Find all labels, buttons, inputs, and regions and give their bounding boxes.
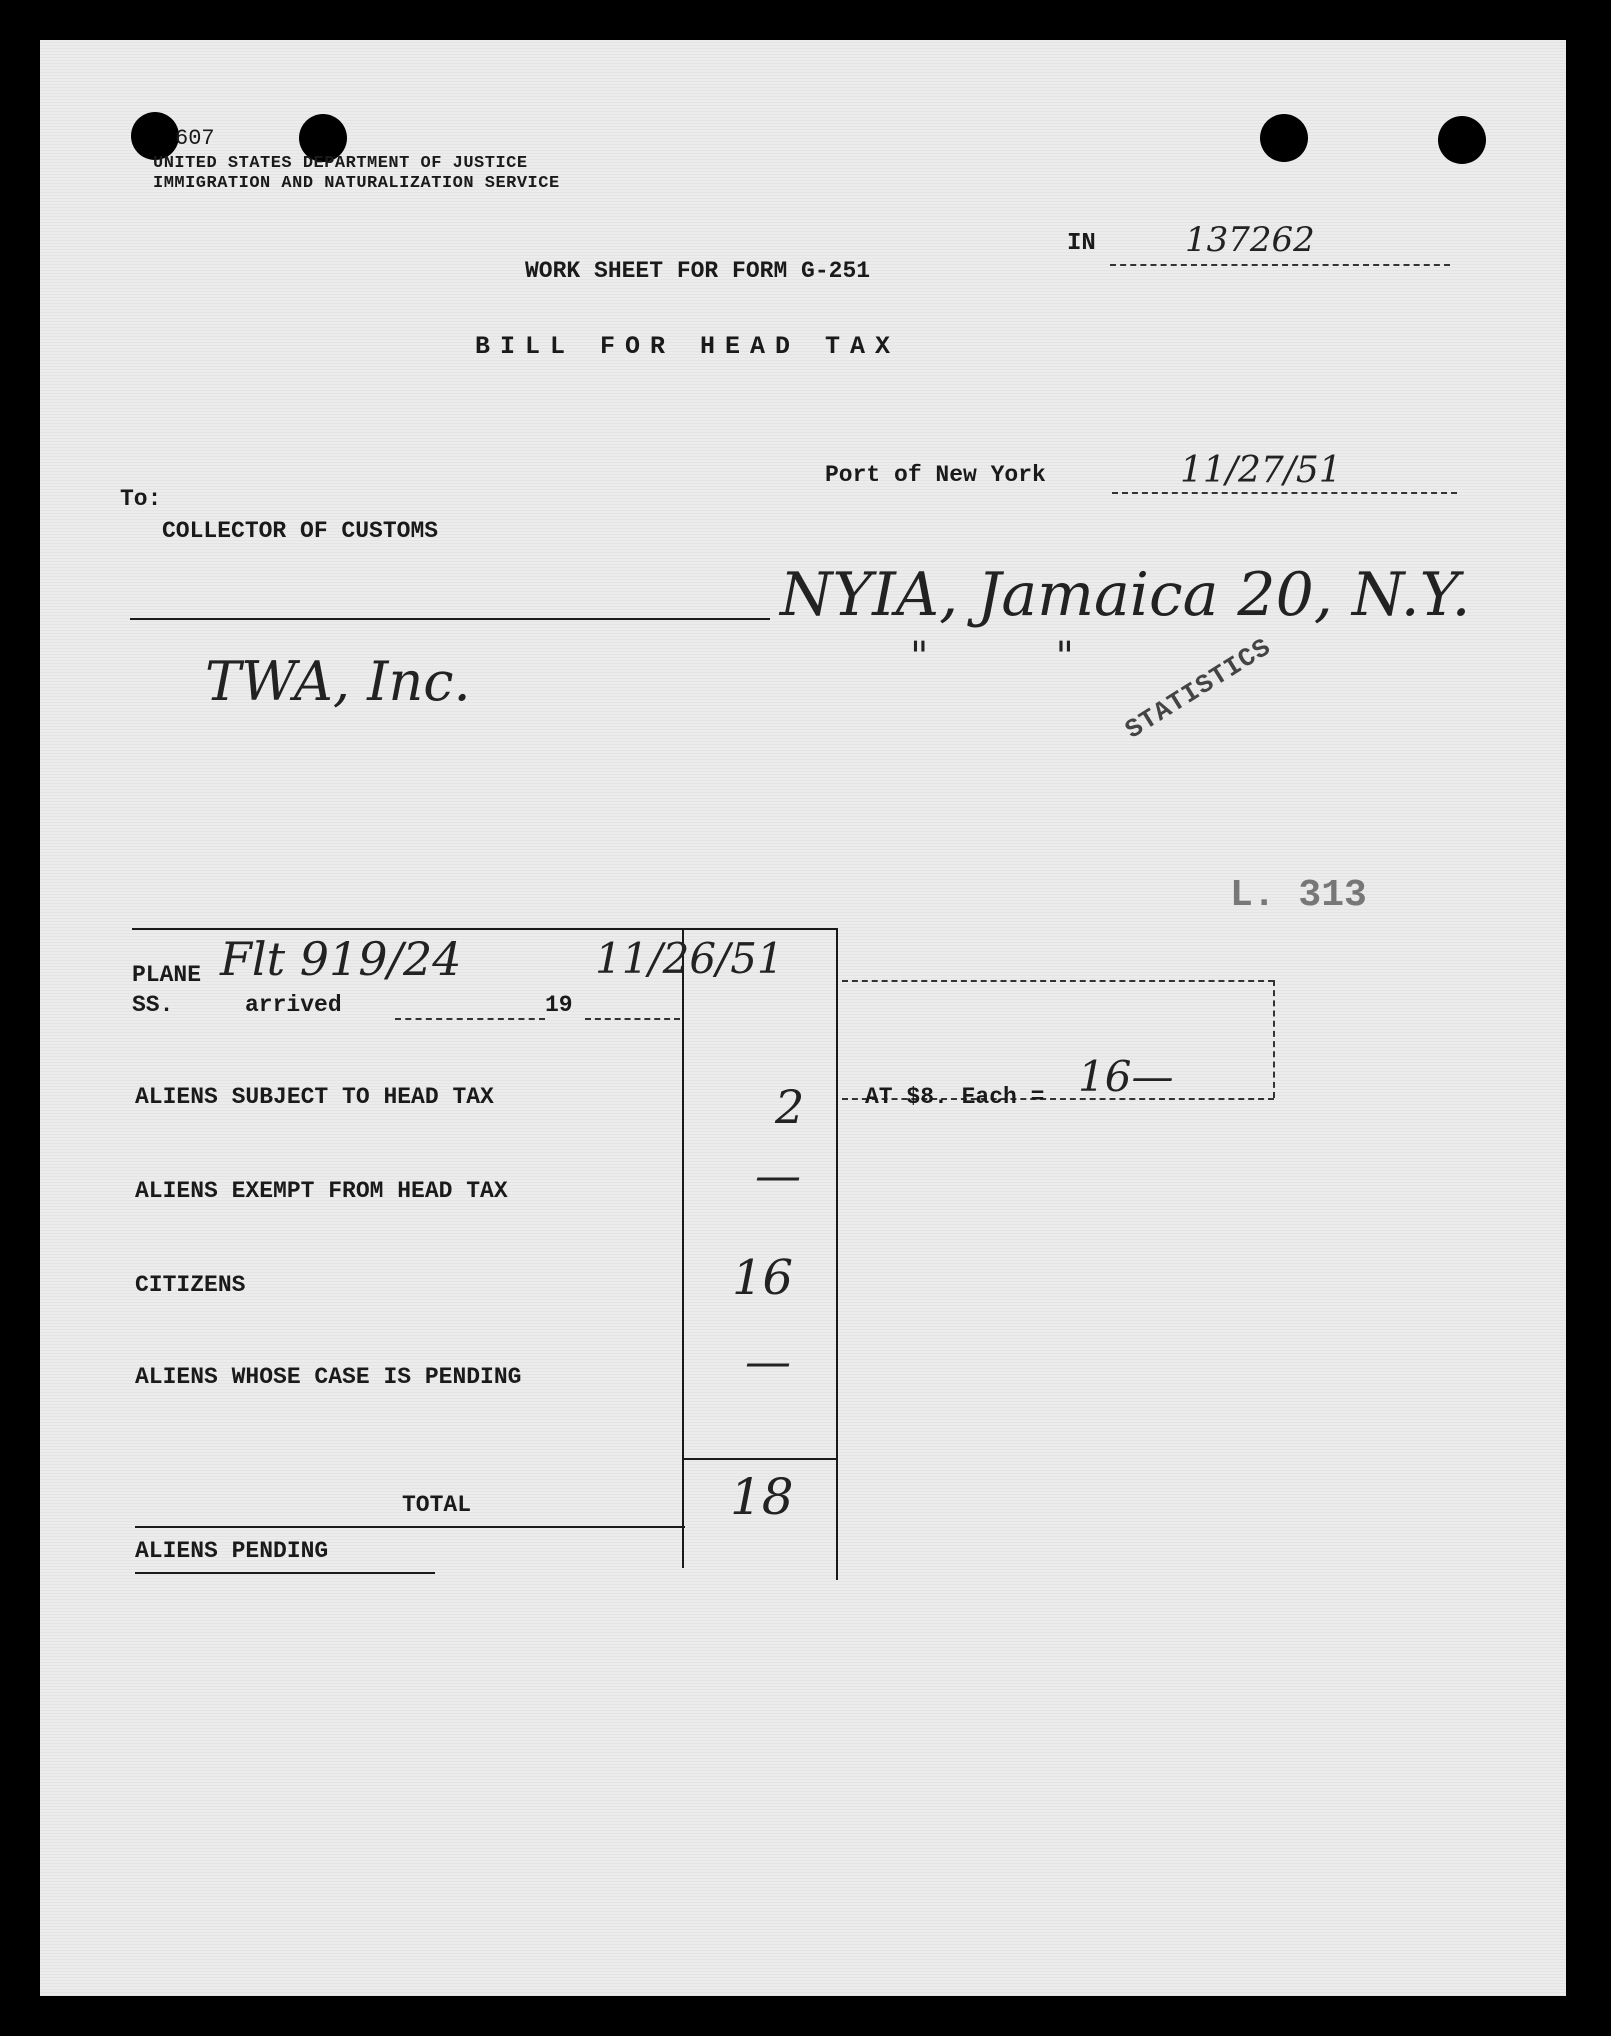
rate-amount: 16— <box>1078 1052 1174 1101</box>
rate-box-right <box>1273 980 1275 1098</box>
year-prefix: 19 <box>545 992 573 1018</box>
agency-line-2: IMMIGRATION AND NATURALIZATION SERVICE <box>153 174 560 193</box>
plane-label: PLANE <box>132 962 202 988</box>
plane-date: 11/26/51 <box>595 934 784 983</box>
total-column-right <box>836 928 838 1580</box>
handwritten-location: NYIA, Jamaica 20, N.Y. <box>780 560 1471 630</box>
port-label: Port of New York <box>825 462 1046 488</box>
row-value-subject: 2 <box>775 1080 805 1134</box>
stamp-code: L. 313 <box>1230 874 1367 917</box>
to-name: COLLECTOR OF CUSTOMS <box>162 518 439 544</box>
punch-hole-4 <box>1438 116 1486 164</box>
row-value-citizens: 16 <box>732 1250 794 1306</box>
handwritten-company: TWA, Inc. <box>205 650 471 713</box>
row-label-pending: ALIENS WHOSE CASE IS PENDING <box>135 1364 522 1390</box>
aliens-pending-underline <box>135 1572 435 1574</box>
address-line <box>130 618 770 620</box>
row-label-citizens: CITIZENS <box>135 1272 246 1298</box>
arrived-label: arrived <box>245 992 342 1018</box>
rate-box-top <box>842 980 1274 982</box>
port-date: 11/27/51 <box>1180 450 1342 491</box>
row-label-exempt: ALIENS EXEMPT FROM HEAD TAX <box>135 1178 508 1204</box>
port-date-underline <box>1112 492 1457 494</box>
document-page <box>40 40 1566 1996</box>
arrived-underline <box>395 1018 545 1020</box>
in-underline <box>1110 264 1450 266</box>
punch-hole-3 <box>1260 114 1308 162</box>
form-number: 607 <box>175 126 215 151</box>
punch-hole-1 <box>131 112 179 160</box>
total-label: TOTAL <box>402 1492 472 1518</box>
agency-line-1: UNITED STATES DEPARTMENT OF JUSTICE <box>153 154 528 173</box>
rate-label: AT $8. Each = <box>865 1084 1045 1110</box>
year-underline <box>585 1018 680 1020</box>
ditto-marks: " " <box>910 634 1074 680</box>
row-value-pending: — <box>745 1334 791 1388</box>
total-column-left <box>682 928 684 1568</box>
total-rule <box>684 1458 838 1460</box>
form-title: WORK SHEET FOR FORM G-251 <box>525 258 871 284</box>
table-top-rule <box>132 928 838 930</box>
in-number: 137262 <box>1185 220 1315 260</box>
stamp-statistics: STATISTICS <box>1120 632 1277 746</box>
row-value-exempt: — <box>755 1148 801 1202</box>
total-value: 18 <box>730 1468 794 1526</box>
to-label: To: <box>120 486 162 512</box>
row-label-subject: ALIENS SUBJECT TO HEAD TAX <box>135 1084 494 1110</box>
aliens-pending-label: ALIENS PENDING <box>135 1538 329 1564</box>
form-subtitle: BILL FOR HEAD TAX <box>475 332 901 361</box>
plane-value: Flt 919/24 <box>220 932 462 986</box>
bottom-rule <box>135 1526 685 1528</box>
in-label: IN <box>1067 230 1096 257</box>
ss-label: SS. <box>132 992 174 1018</box>
